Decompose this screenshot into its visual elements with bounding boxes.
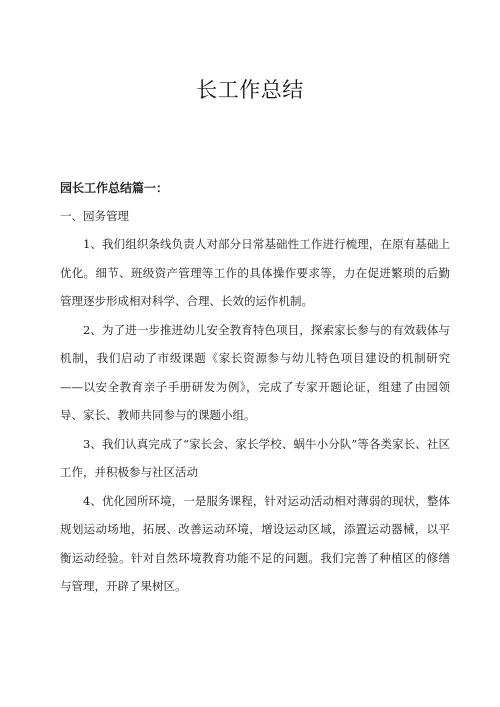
document-title: 长工作总结 bbox=[196, 78, 304, 102]
paragraph-1: 1、我们组织条线负责人对部分日常基础性工作进行梳理，在原有基础上优化。细节、班级资产管理等工作的具体操作要求等，力在促进繁琐的后勤管理逐步形成相对科学、合理、长效的运作机制。 bbox=[60, 237, 450, 308]
paragraph-2: 2、为了进一步推进幼儿安全教育特色项目，探索家长参与的有效载体与机制，我们启动了市级课题《家长资源参与幼儿特色项目建设的机制研究——以安全教育亲子手册研发为例》，完成了专家开题论证，组建了由园领导、家长、教师共同参与的课题小组。 bbox=[60, 322, 450, 422]
sub-heading: 一、园务管理 bbox=[60, 209, 129, 223]
section-heading: 园长工作总结篇一： bbox=[60, 181, 169, 195]
document-body bbox=[60, 174, 450, 601]
paragraph-4: 4、优化园所环境，一是服务课程，针对运动活动相对薄弱的现状，整体规划运动场地，拓展、改善运动环境，增设运动区域，添置运动器械，以平衡运动经验。针对自然环境教育功能不足的问题。我们完善了种植区的修缮与管理，开辟了果树区。 bbox=[60, 493, 450, 593]
paragraph-3: 3、我们认真完成了“家长会、家长学校、蜗牛小分队”等各类家长、社区工作，并积极参与社区活动 bbox=[60, 436, 450, 479]
